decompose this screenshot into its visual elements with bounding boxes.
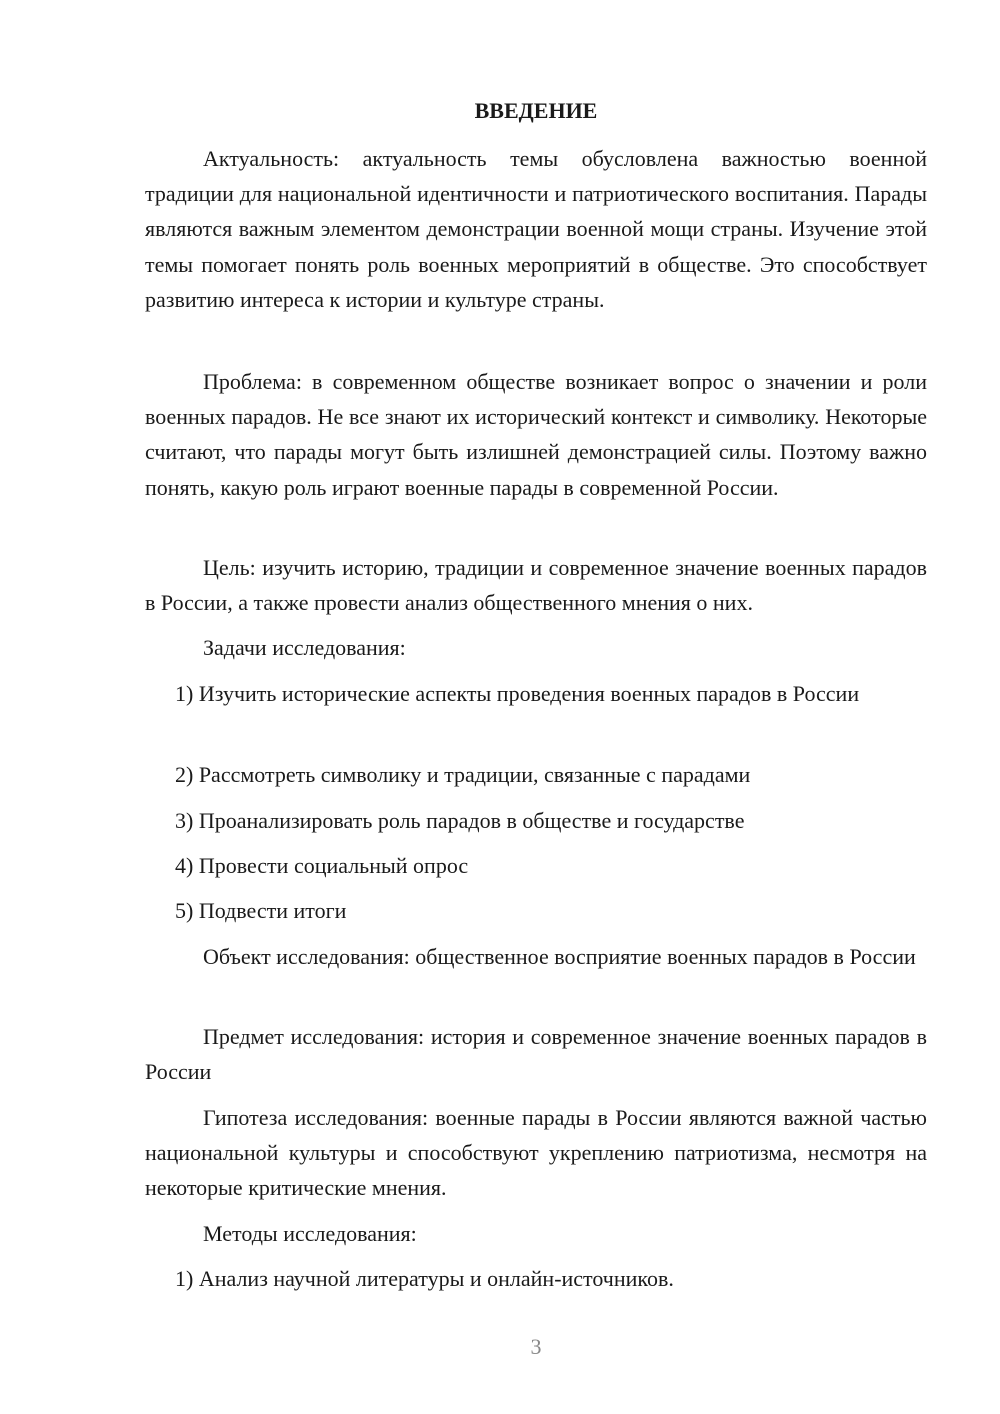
relevance-paragraph: Актуальность: актуальность темы обусловлена важностью военной традиции для национальной идентичности и патриотического воспитания. Парады являются важным элементом демонстрации военной мощи страны. Изучение этой темы помогает понять роль военных мероприятий в обществе. Это способствует развитию интереса к истории и культуре страны.	[145, 146, 927, 312]
task-item: 3) Проанализировать роль парадов в обществе и государстве	[175, 808, 745, 833]
goal-paragraph: Цель: изучить историю, традиции и современное значение военных парадов в России, а также провести анализ общественного мнения о них.	[145, 555, 927, 616]
methods-heading: Методы исследования:	[203, 1221, 417, 1246]
subject-paragraph: Предмет исследования: история и современное значение военных парадов в России	[145, 1024, 927, 1085]
tasks-heading: Задачи исследования:	[203, 635, 406, 660]
task-item: 1) Изучить исторические аспекты проведения военных парадов в России	[175, 681, 860, 706]
hypothesis-paragraph: Гипотеза исследования: военные парады в России являются важной частью национальной культуры и способствуют укреплению патриотизма, несмотря на некоторые критические мнения.	[145, 1105, 927, 1201]
document-page	[145, 0, 927, 1414]
page-number: 3	[530, 1334, 542, 1359]
problem-paragraph: Проблема: в современном обществе возникает вопрос о значении и роли военных парадов. Не все знают их исторический контекст и символику. Некоторые считают, что парады могут быть излишней демонстрацией силы. Поэтому важно понять, какую роль играют военные парады в современной России.	[145, 369, 927, 500]
task-item: 2) Рассмотреть символику и традиции, связанные с парадами	[175, 762, 751, 787]
page-title: ВВЕДЕНИЕ	[474, 98, 598, 123]
task-item: 5) Подвести итоги	[175, 898, 347, 923]
object-paragraph: Объект исследования: общественное восприятие военных парадов в России	[203, 944, 916, 969]
method-item: 1) Анализ научной литературы и онлайн-источников.	[175, 1266, 674, 1291]
task-item: 4) Провести социальный опрос	[175, 853, 469, 878]
